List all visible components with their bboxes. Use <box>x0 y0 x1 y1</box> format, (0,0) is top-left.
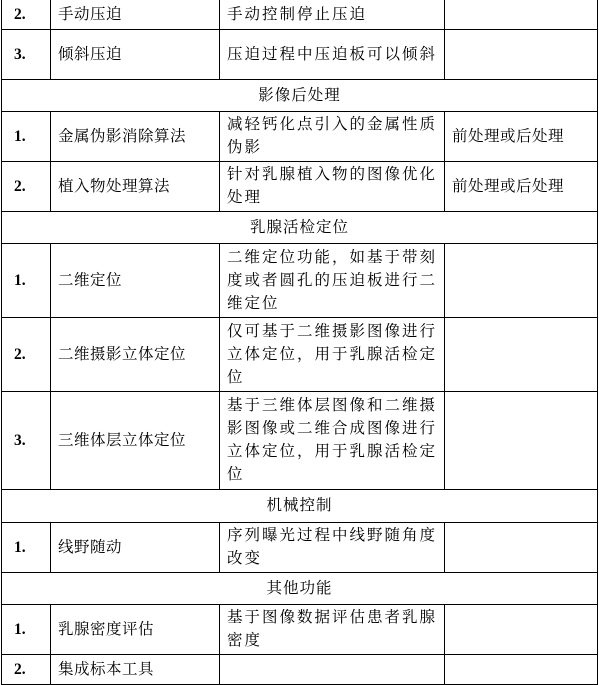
feature-name: 二维摄影立体定位 <box>51 318 220 392</box>
table-row <box>2 0 598 30</box>
item-number: 3. <box>2 392 51 490</box>
feature-note <box>445 318 598 392</box>
feature-description: 仅可基于二维摄影图像进行立体定位，用于乳腺活检定位 <box>220 318 445 392</box>
section-header-row <box>2 80 598 112</box>
table-row <box>2 162 598 212</box>
table-row <box>2 30 598 80</box>
section-title: 乳腺活检定位 <box>2 212 598 244</box>
feature-note <box>445 605 598 655</box>
feature-name: 手动压迫 <box>51 0 220 30</box>
section-header-row <box>2 490 598 523</box>
feature-note: 前处理或后处理 <box>445 162 598 212</box>
feature-name: 线野随动 <box>51 523 220 573</box>
feature-table <box>1 0 598 685</box>
feature-description: 针对乳腺植入物的图像优化处理 <box>220 162 445 212</box>
feature-name: 金属伪影消除算法 <box>51 112 220 162</box>
item-number: 1. <box>2 605 51 655</box>
feature-description: 序列曝光过程中线野随角度改变 <box>220 523 445 573</box>
section-header-row <box>2 212 598 244</box>
item-number: 2. <box>2 162 51 212</box>
table-row <box>2 318 598 392</box>
feature-name: 植入物处理算法 <box>51 162 220 212</box>
feature-description: 基于三维体层图像和二维摄影图像或二维合成图像进行立体定位，用于乳腺活检定位 <box>220 392 445 490</box>
item-number: 2. <box>2 655 51 685</box>
table-row <box>2 655 598 685</box>
feature-note: 前处理或后处理 <box>445 112 598 162</box>
table-row <box>2 112 598 162</box>
item-number: 2. <box>2 318 51 392</box>
feature-note <box>445 244 598 318</box>
feature-name: 乳腺密度评估 <box>51 605 220 655</box>
feature-table-body <box>2 0 598 685</box>
feature-note <box>445 655 598 685</box>
section-title: 影像后处理 <box>2 80 598 112</box>
item-number: 1. <box>2 112 51 162</box>
item-number: 2. <box>2 0 51 30</box>
section-title: 其他功能 <box>2 573 598 605</box>
feature-description: 二维定位功能，如基于带刻度或者圆孔的压迫板进行二维定位 <box>220 244 445 318</box>
feature-description: 减轻钙化点引入的金属性质伪影 <box>220 112 445 162</box>
feature-note <box>445 0 598 30</box>
feature-name: 倾斜压迫 <box>51 30 220 80</box>
table-row <box>2 523 598 573</box>
feature-name: 二维定位 <box>51 244 220 318</box>
feature-description <box>220 655 445 685</box>
item-number: 3. <box>2 30 51 80</box>
feature-note <box>445 392 598 490</box>
section-title: 机械控制 <box>2 490 598 523</box>
feature-note <box>445 30 598 80</box>
table-row <box>2 392 598 490</box>
feature-description: 基于图像数据评估患者乳腺密度 <box>220 605 445 655</box>
feature-note <box>445 523 598 573</box>
feature-description: 手动控制停止压迫 <box>220 0 445 30</box>
section-header-row <box>2 573 598 605</box>
item-number: 1. <box>2 244 51 318</box>
feature-name: 集成标本工具 <box>51 655 220 685</box>
item-number: 1. <box>2 523 51 573</box>
table-row <box>2 605 598 655</box>
table-row <box>2 244 598 318</box>
feature-name: 三维体层立体定位 <box>51 392 220 490</box>
feature-description: 压迫过程中压迫板可以倾斜 <box>220 30 445 80</box>
